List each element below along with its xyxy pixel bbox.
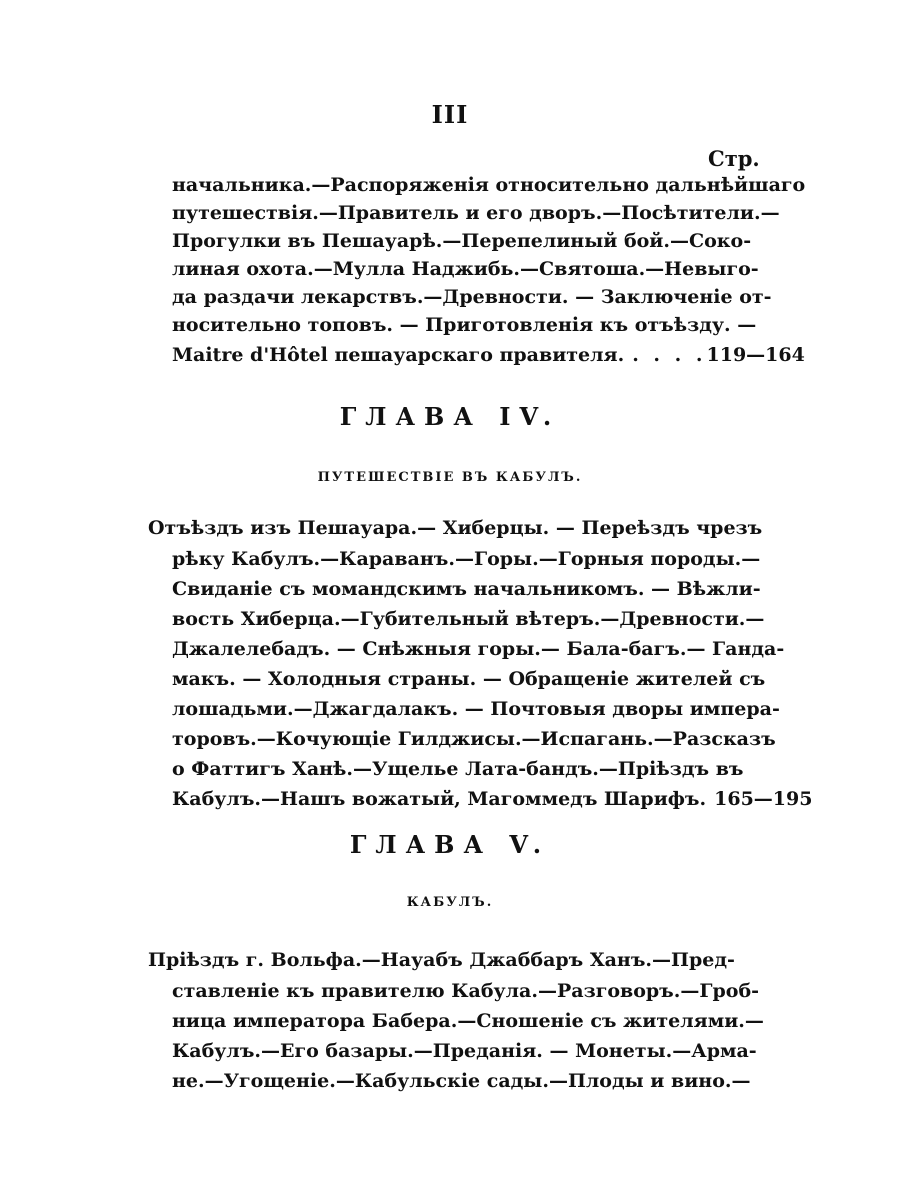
contents-line: торовъ.—Кочующіе Гилджисы.—Испагань.—Разсказъ xyxy=(172,728,776,750)
contents-line: Отъѣздъ изъ Пешауара.— Хиберцы. — Переѣздъ чрезъ xyxy=(148,517,763,539)
chapter4-contents-cont xyxy=(172,544,785,784)
contents-line: макъ. — Холодныя страны. — Обращеніе жителей съ xyxy=(172,668,766,690)
contents-line: Кабулъ.—Нашъ вожатый, Магоммедъ Шарифъ. xyxy=(172,788,707,810)
contents-line: Прогулки въ Пешауарѣ.—Перепелиный бой.—Соко- xyxy=(172,230,752,252)
chapter5-contents xyxy=(148,944,735,976)
contents-line: да раздачи лекарствъ.—Древности. — Заключеніе от- xyxy=(172,286,772,308)
leader-dots: . . . . xyxy=(632,344,707,366)
contents-line: носительно топовъ. — Приготовленія къ отъѣзду. — xyxy=(172,314,757,336)
contents-line: Maitre d'Hôtel пешауарскаго правителя. xyxy=(172,344,625,366)
contents-line: лошадьми.—Джагдалакъ. — Почтовыя дворы импера- xyxy=(172,698,780,720)
contents-line: начальника.—Распоряженія относительно дальнѣйшаго xyxy=(172,174,806,196)
chapter5-heading: ГЛАВА V. xyxy=(349,830,551,859)
contents-line: Кабулъ.—Его базары.—Преданія. — Монеты.—Арма- xyxy=(172,1040,757,1062)
contents-line: ставленіе къ правителю Кабула.—Разговоръ.—Гроб- xyxy=(172,980,760,1002)
contents-line: Пріѣздъ г. Вольфа.—Науабъ Джаббаръ Ханъ.—Пред- xyxy=(148,949,735,971)
contents-line: путешествія.—Правитель и его дворъ.—Посѣтители.— xyxy=(172,202,780,224)
page-column-label: Стр. xyxy=(708,146,760,171)
page-number: III xyxy=(431,100,469,129)
chapter4-last-line xyxy=(172,784,813,814)
page-range: 119—164 xyxy=(706,344,805,366)
contents-line: вость Хиберца.—Губительный вѣтеръ.—Древности.— xyxy=(172,608,765,630)
contents-line: Свиданіе съ момандскимъ начальникомъ. — Вѣжли- xyxy=(172,578,761,600)
chapter3-contents xyxy=(172,171,806,339)
chapter5-subheading: КАБУЛЪ. xyxy=(406,895,494,910)
page-range: 165—195 xyxy=(714,788,813,810)
chapter4-heading: ГЛАВА IV. xyxy=(339,402,561,431)
chapter4-contents xyxy=(148,514,763,542)
contents-line: рѣку Кабулъ.—Караванъ.—Горы.—Горныя породы.— xyxy=(172,548,761,570)
contents-line: о Фаттигъ Ханѣ.—Ущелье Лата-бандъ.—Пріѣздъ въ xyxy=(172,758,744,780)
chapter4-subheading: ПУТЕШЕСТВІЕ ВЪ КАБУЛЪ. xyxy=(317,470,583,485)
chapter3-last-line xyxy=(172,341,805,369)
contents-line: не.—Угощеніе.—Кабульскіе сады.—Плоды и вино.— xyxy=(172,1070,751,1092)
contents-line: ница императора Бабера.—Сношеніе съ жителями.— xyxy=(172,1010,764,1032)
contents-line: Джалелебадъ. — Снѣжныя горы.— Бала-багъ.— Ганда- xyxy=(172,638,785,660)
chapter5-contents-cont xyxy=(172,976,764,1096)
contents-line: линая охота.—Мулла Наджибь.—Святоша.—Невыго- xyxy=(172,258,759,280)
